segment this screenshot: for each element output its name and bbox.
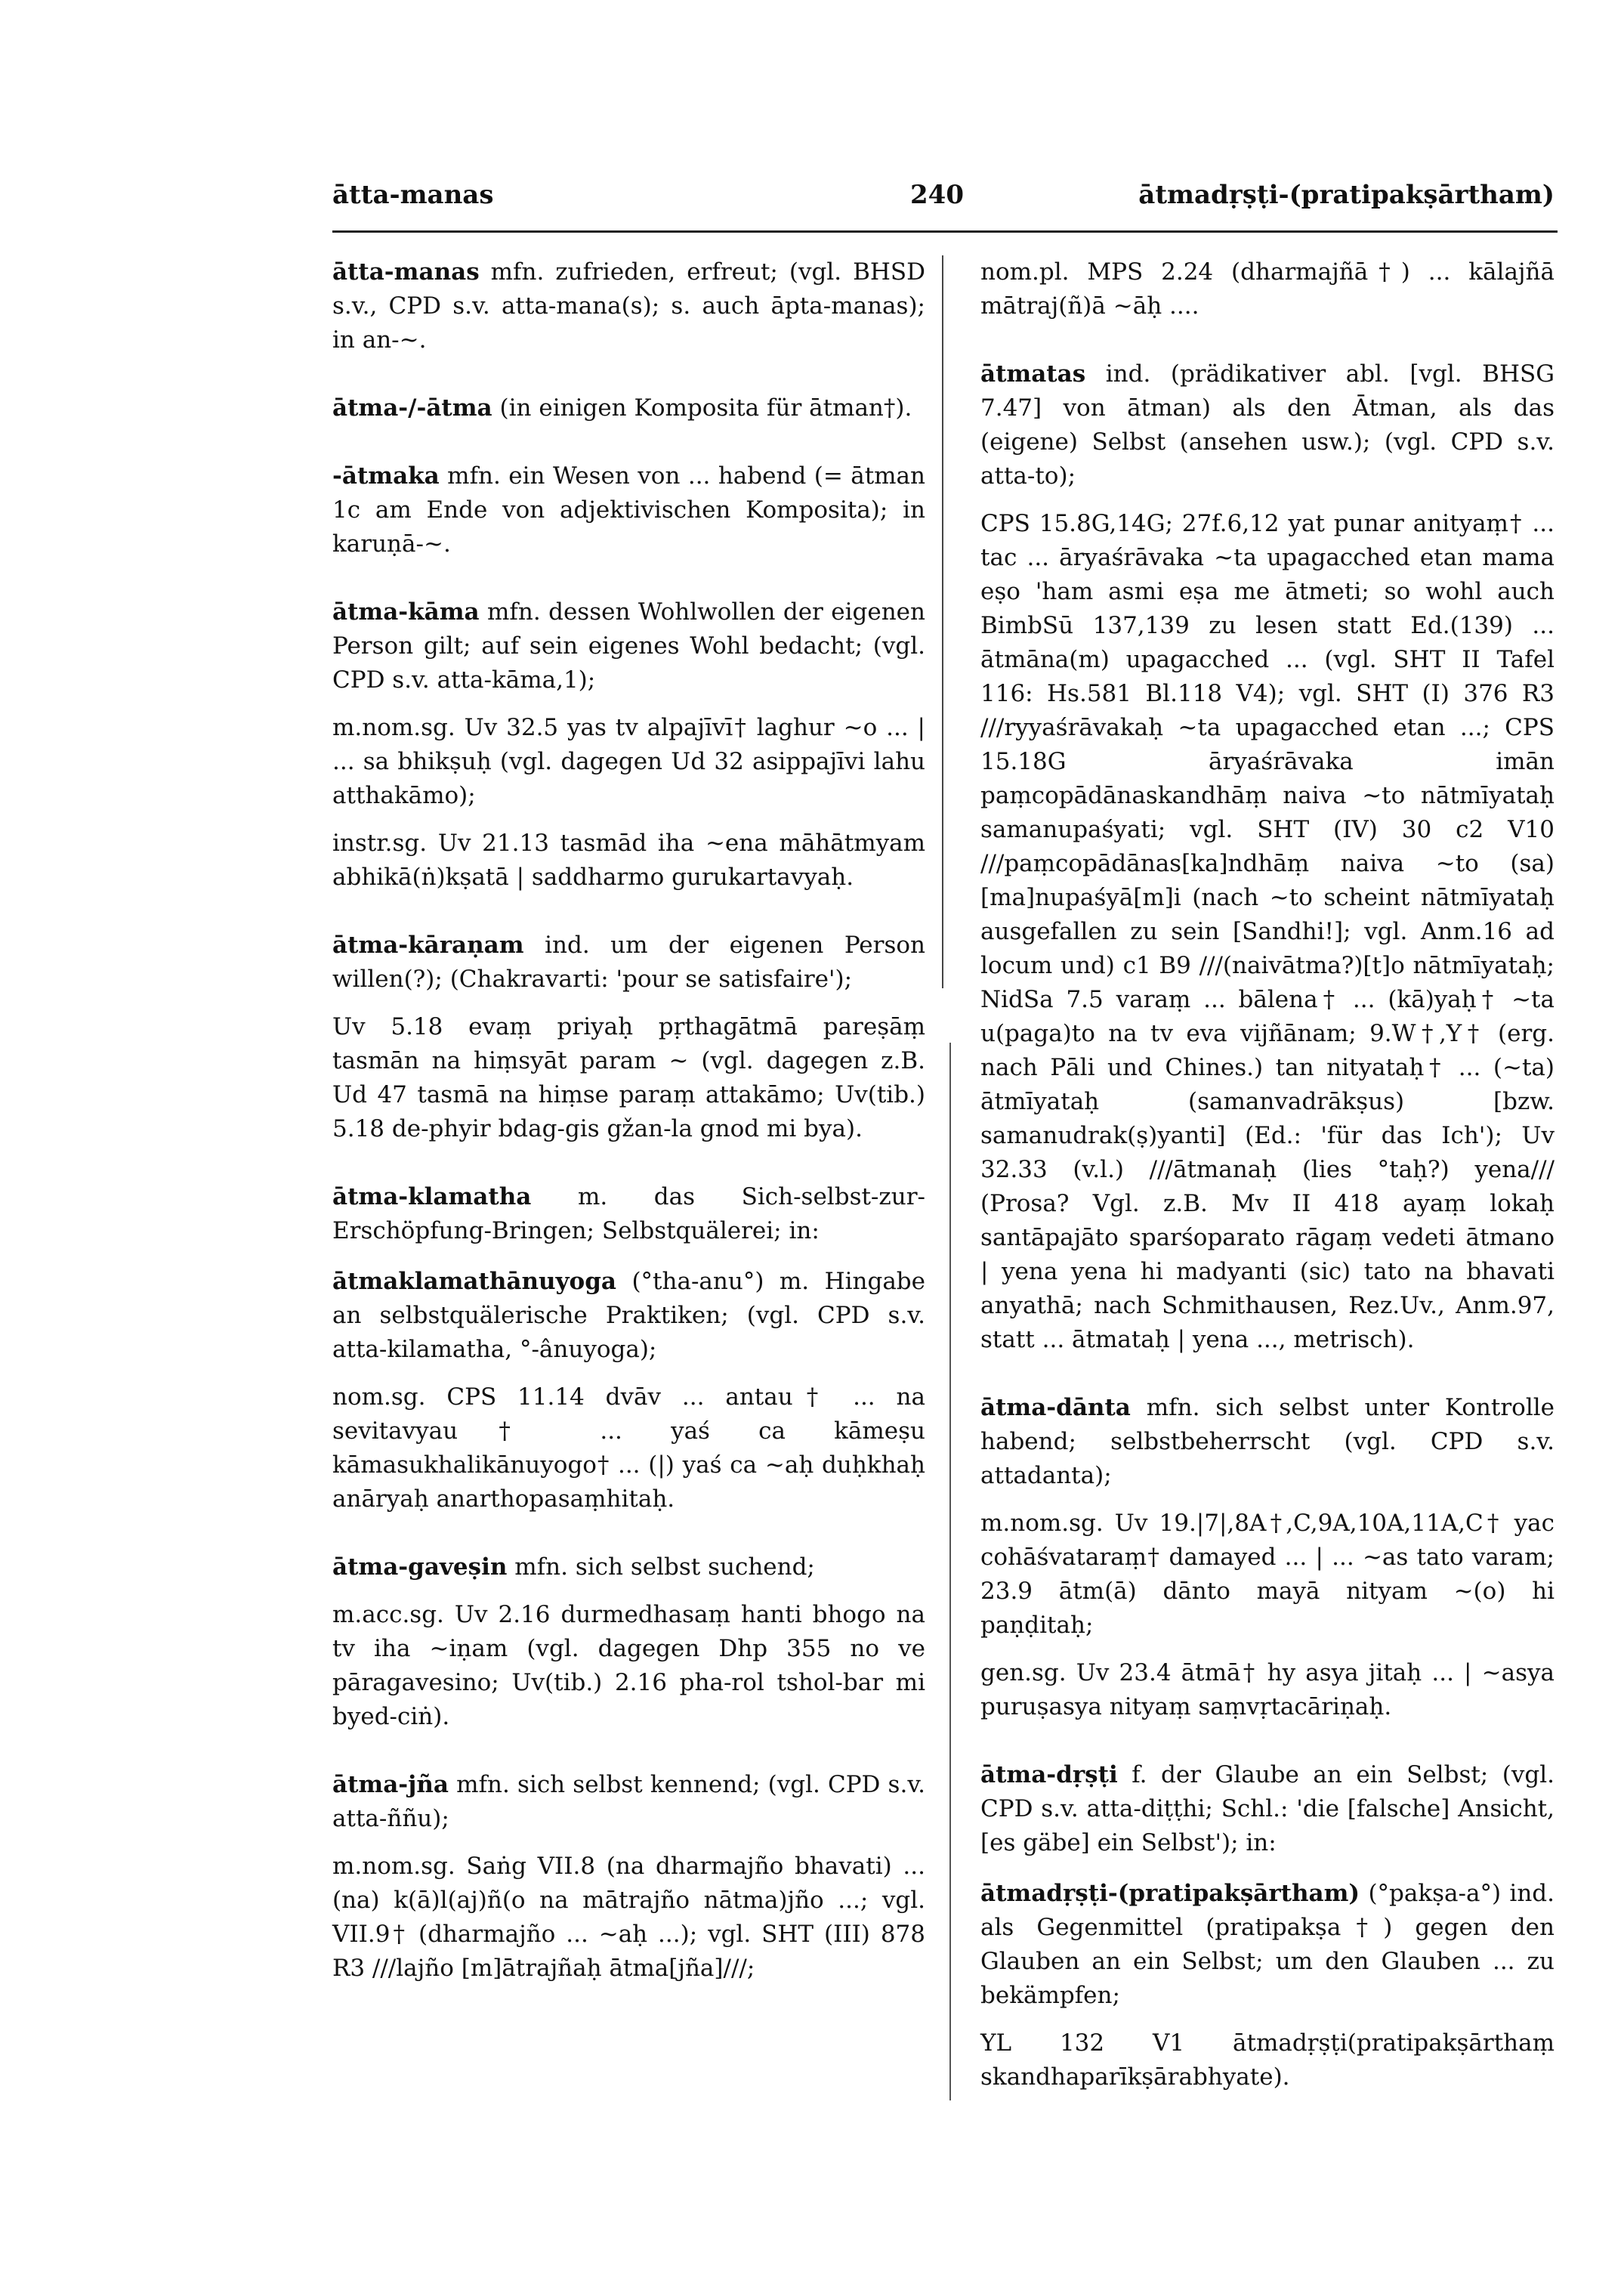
entry-atma-gavesin bbox=[332, 1550, 925, 1734]
entry-headword: ātma-dṛṣṭi bbox=[980, 1761, 1118, 1788]
header-rule bbox=[332, 230, 1558, 233]
column-divider-lower bbox=[949, 1043, 951, 2100]
entry-headword: ātma-klamatha bbox=[332, 1183, 532, 1210]
entry-atma-kama bbox=[332, 595, 925, 895]
entry-atma-drsti bbox=[980, 1758, 1555, 1860]
entry-atma-jna bbox=[332, 1768, 925, 1986]
citation-block: m.nom.sg. Saṅg VII.8 (na dharmajño bhavati) ... (na) k(ā)l(aj)ñ(o na mātrajño nātma)jño ...; vgl. VII.9† (dharmajño ... ~aḥ ...); vgl. SHT (III) 878 R3 ///lajño [m]ātrajñaḥ ātma[jña]///; bbox=[332, 1853, 925, 1982]
entry-atma bbox=[332, 391, 925, 425]
entry-headword: -ātmaka bbox=[332, 462, 440, 490]
entry-atta-manas bbox=[332, 255, 925, 357]
entry-text: mfn. sich selbst unter Kontrolle habend; selbstbeherrscht (vgl. CPD s.v. attadanta); bbox=[980, 1394, 1555, 1489]
citation-block: YL 132 V1 ātmadṛṣṭi(pratipakṣārthaṃ skandhaparīkṣārabhyate). bbox=[980, 2029, 1555, 2091]
entry-text: m. das Sich-selbst-zur-Erschöpfung-Bringen; Selbstquälerei; in: bbox=[332, 1183, 925, 1244]
citation-block: nom.sg. CPS 11.14 dvāv ... antau† ... na sevitavyau† ... yaś ca kāmeṣu kāmasukhalikānuyogo† ... (|) yaś ca ~aḥ duḥkhaḥ anāryaḥ anarthopasaṃhitaḥ. bbox=[332, 1383, 925, 1513]
citation-block: m.nom.sg. Uv 32.5 yas tv alpajīvī† laghur ~o ... | ... sa bhikṣuḥ (vgl. dagegen Ud 32 asippajīvi lahu atthakāmo); bbox=[332, 714, 925, 809]
entry-text: ind. (prädikativer abl. [vgl. BHSG 7.47] von ātman) als den Ātman, als das (eigene) Selbst (ansehen usw.); (vgl. CPD s.v. atta-to); bbox=[980, 360, 1555, 490]
header-left-catchword: ātta-manas bbox=[332, 180, 494, 210]
entry-text: f. der Glaube an ein Selbst; (vgl. CPD s.v. atta-diṭṭhi; Schl.: 'die [falsche] Ansicht, [es gäbe] ein Selbst'); in: bbox=[980, 1761, 1555, 1856]
entry-headword: ātta-manas bbox=[332, 258, 480, 286]
entry-text: (°pakṣa-a°) ind. als Gegenmittel (pratipakṣa†) gegen den Glauben an ein Selbst; um den Glauben ... zu bekämpfen; bbox=[980, 1880, 1555, 2009]
entry-headword: ātma-dānta bbox=[980, 1394, 1131, 1421]
column-divider bbox=[942, 255, 943, 988]
entry-text: (in einigen Komposita für ātman†). bbox=[499, 394, 912, 422]
right-column bbox=[980, 255, 1555, 2128]
entry-headword: ātmadṛṣṭi-(pratipakṣārtham) bbox=[980, 1880, 1360, 1907]
page-number: 240 bbox=[910, 180, 964, 210]
entry-headword: ātma-kāraṇam bbox=[332, 932, 524, 959]
citation-block: Uv 5.18 evaṃ priyaḥ pṛthagātmā pareṣāṃ tasmān na hiṃsyāt param ~ (vgl. dagegen z.B. Ud 47 tasmā na hiṃse paraṃ attakāmo; Uv(tib.) 5.18 de-phyir bdag-gis gžan-la gnod mi bya). bbox=[332, 1013, 925, 1142]
entry-headword: ātma-gaveṣin bbox=[332, 1553, 508, 1581]
page-header bbox=[332, 180, 1555, 225]
entry-atmadrsti-pratipaksartham bbox=[980, 1877, 1555, 2094]
header-right-catchword: ātmadṛṣṭi-(pratipakṣārtham) bbox=[1138, 180, 1555, 210]
entry-text: mfn. sich selbst suchend; bbox=[514, 1553, 815, 1581]
citation-continuation: nom.pl. MPS 2.24 (dharmajñā†) ... kālajñā mātraj(ñ)ā ~āḥ .... bbox=[980, 258, 1555, 320]
entry-headword: ātma-jña bbox=[332, 1771, 449, 1798]
left-column bbox=[332, 255, 925, 2020]
citation-block: m.nom.sg. Uv 19.|7|,8A†,C,9A,10A,11A,C† yac cohāśvataraṃ† damayed ... | ... ~as tato varam; 23.9 ātm(ā) dānto mayā nityam ~(o) hi paṇḍitaḥ; bbox=[980, 1510, 1555, 1639]
entry-atmaka bbox=[332, 459, 925, 561]
entry-headword: ātmaklamathānuyoga bbox=[332, 1268, 616, 1295]
entry-text: ind. um der eigenen Person willen(?); (Chakravarti: 'pour se satisfaire'); bbox=[332, 932, 925, 993]
citation-block: CPS 15.8G,14G; 27f.6,12 yat punar anityaṃ† ... tac ... āryaśrāvaka ~ta upagacched etan mama eṣo 'ham asmi eṣa me ātmeti; so wohl auch BimbSū 137,139 zu lesen statt Ed.(139) ... ātmāna(m) upagacched ... (vgl. SHT II Tafel 116: Hs.581 Bl.118 V4); vgl. SHT (I) 376 R3 ///ryyaśrāvakaḥ ~ta upagacched etan ...; CPS 15.18G āryaśrāvaka imān paṃcopādānaskandhāṃ naiva ~to nātmīyataḥ samanupaśyati; vgl. SHT (IV) 30 c2 V10 ///paṃcopādānas[ka]ndhāṃ naiva ~to (sa)[ma]nupaśyā[m]i (nach ~to scheint nātmīyataḥ ausgefallen zu sein [Sandhi!]; vgl. Anm.16 ad locum und) c1 B9 ///(naivātma?)[t]o nātmīyataḥ; NidSa 7.5 varaṃ ... bālena† ... (kā)yaḥ† ~ta u(paga)to na tv eva vijñānam; 9.W†,Y† (erg. nach Pāli und Chines.) tan nityataḥ† ... (~ta) ātmīyataḥ (samanvadrākṣus) [bzw. samanudrak(ṣ)yanti] (Ed.: 'für das Ich'); Uv 32.33 (v.l.) ///ātmanaḥ (lies °taḥ?) yena/// (Prosa? Vgl. z.B. Mv II 418 ayaṃ lokaḥ santāpajāto sparśoparato rāgaṃ vedeti ātmano | yena yena hi madyanti (sic) tato na bhavati anyathā; nach Schmithausen, Rez.Uv., Anm.97, statt ... ātmataḥ | yena ..., metrisch). bbox=[980, 510, 1555, 1353]
entry-atma-klamatha bbox=[332, 1180, 925, 1248]
entry-atmaklamathanuyoga bbox=[332, 1265, 925, 1516]
entry-text: mfn. dessen Wohlwollen der eigenen Person gilt; auf sein eigenes Wohl bedacht; (vgl. CPD s.v. atta-kāma,1); bbox=[332, 598, 925, 694]
entry-text: mfn. zufrieden, erfreut; (vgl. BHSD s.v., CPD s.v. atta-mana(s); s. auch āpta-manas); in an-~. bbox=[332, 258, 925, 354]
entry-text: mfn. sich selbst kennend; (vgl. CPD s.v. atta-ññu); bbox=[332, 1771, 926, 1832]
entry-text: (°tha-anu°) m. Hingabe an selbstquälerische Praktiken; (vgl. CPD s.v. atta-kilamatha, °-ânuyoga); bbox=[332, 1268, 925, 1363]
entry-headword: ātma-/-ātma bbox=[332, 394, 492, 422]
entry-headword: ātmatas bbox=[980, 360, 1086, 388]
citation-block: m.acc.sg. Uv 2.16 durmedhasaṃ hanti bhogo na tv iha ~iṇam (vgl. dagegen Dhp 355 no ve pāragavesino; Uv(tib.) 2.16 pha-rol tshol-bar mi byed-ciṅ). bbox=[332, 1601, 925, 1730]
entry-atma-danta bbox=[980, 1391, 1555, 1724]
entry-text: mfn. ein Wesen von ... habend (= ātman 1c am Ende von adjektivischen Komposita); in karuṇā-~. bbox=[332, 462, 925, 558]
citation-block: instr.sg. Uv 21.13 tasmād iha ~ena māhātmyam abhikā(ṅ)kṣatā | saddharmo gurukartavyaḥ. bbox=[332, 830, 925, 891]
entry-atma-karanam bbox=[332, 929, 925, 1146]
citation-block: gen.sg. Uv 23.4 ātmā† hy asya jitaḥ ... | ~asya puruṣasya nityaṃ saṃvṛtacāriṇaḥ. bbox=[980, 1659, 1555, 1720]
entry-headword: ātma-kāma bbox=[332, 598, 480, 626]
entry-atmatas bbox=[980, 357, 1555, 1357]
